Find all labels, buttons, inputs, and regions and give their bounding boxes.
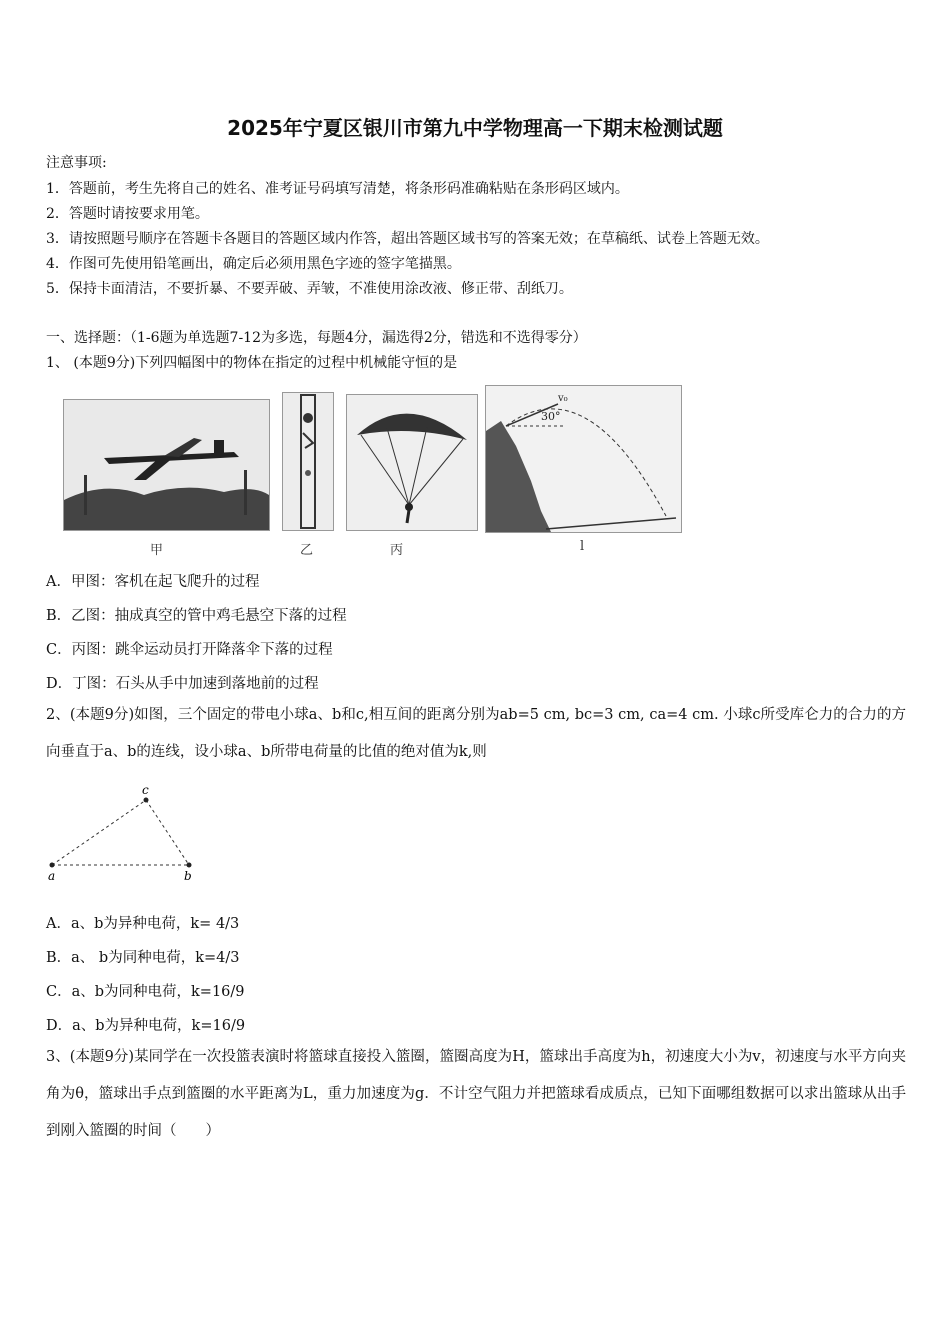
q3-stem: 3、(本题9分)某同学在一次投篮表演时将篮球直接投入篮圈，篮圈高度为H，篮球出手高度为h，初速度大小为v，初速度与水平方向夹角为θ，篮球出手点到篮圈的水平距离为L，重力加速度为g．不计空气阻力并把篮球看成质点，已知下面哪组数据可以求出篮球从出手到刚入篮圈的时间（ ） (46, 1049, 906, 1139)
q2-stem: 2、(本题9分)如图，三个固定的带电小球a、b和c,相互间的距离分别为ab=5 cm, bc=3 cm, ca=4 cm. 小球c所受库仑力的合力的方向垂直于a、b的连线，设小球a、b所带电荷量的比值的绝对值为k,则 (46, 707, 906, 760)
q2-triangle-diagram (44, 782, 204, 882)
q2-option-a: A．a、b为异种电荷，k= 4/3 (46, 916, 240, 932)
section-heading: 一、选择题：（1-6题为单选题7-12为多选，每题4分，漏选得2分，错选和不选得零分） (46, 330, 587, 346)
note-item-1: 1．答题前，考生先将自己的姓名、准考证号码填写清楚，将条形码准确粘贴在条形码区域内。 (46, 181, 629, 197)
note-item-2: 2．答题时请按要求用笔。 (46, 206, 209, 222)
q1-option-c: C．丙图：跳伞运动员打开降落伞下落的过程 (46, 642, 333, 658)
velocity-label: v₀ (558, 393, 568, 404)
q1-figure (60, 382, 685, 557)
q2-option-b: B．a、 b为同种电荷，k=4/3 (46, 950, 240, 966)
q2-option-d: D．a、b为异种电荷，k=16/9 (46, 1018, 246, 1034)
caption-bing: 丙 (390, 543, 404, 558)
q1-option-a: A．甲图：客机在起飞爬升的过程 (46, 574, 260, 590)
label-a: a (48, 869, 56, 882)
label-b: b (184, 869, 192, 882)
vacuum-tube-photo (282, 392, 334, 531)
q2-option-c: C．a、b为同种电荷，k=16/9 (46, 984, 245, 1000)
rock-throw-diagram (485, 385, 682, 533)
note-item-3: 3．请按照题号顺序在答题卡各题目的答题区域内作答，超出答题区域书写的答案无效；在草稿纸、试卷上答题无效。 (46, 231, 769, 247)
caption-yi: 乙 (300, 543, 314, 558)
q1-stem: 1、 (本题9分)下列四幅图中的物体在指定的过程中机械能守恒的是 (46, 355, 458, 371)
q1-option-d: D．丁图：石头从手中加速到落地前的过程 (46, 676, 319, 692)
note-item-4: 4．作图可先使用铅笔画出，确定后必须用黑色字迹的签字笔描黑。 (46, 256, 461, 272)
note-item-5: 5．保持卡面清洁，不要折暴、不要弄破、弄皱，不准使用涂改液、修正带、刮纸刀。 (46, 281, 573, 297)
airplane-photo (63, 399, 270, 531)
caption-jia: 甲 (150, 543, 164, 558)
parachute-photo (346, 394, 478, 531)
caption-ding: l (580, 539, 585, 554)
angle-label: 30° (541, 410, 561, 423)
label-c: c (142, 783, 149, 797)
q1-option-b: B．乙图：抽成真空的管中鸡毛悬空下落的过程 (46, 608, 347, 624)
notes-heading: 注意事项: (46, 155, 107, 171)
page-title: 2025年宁夏区银川市第九中学物理高一下期末检测试题 (227, 116, 723, 140)
